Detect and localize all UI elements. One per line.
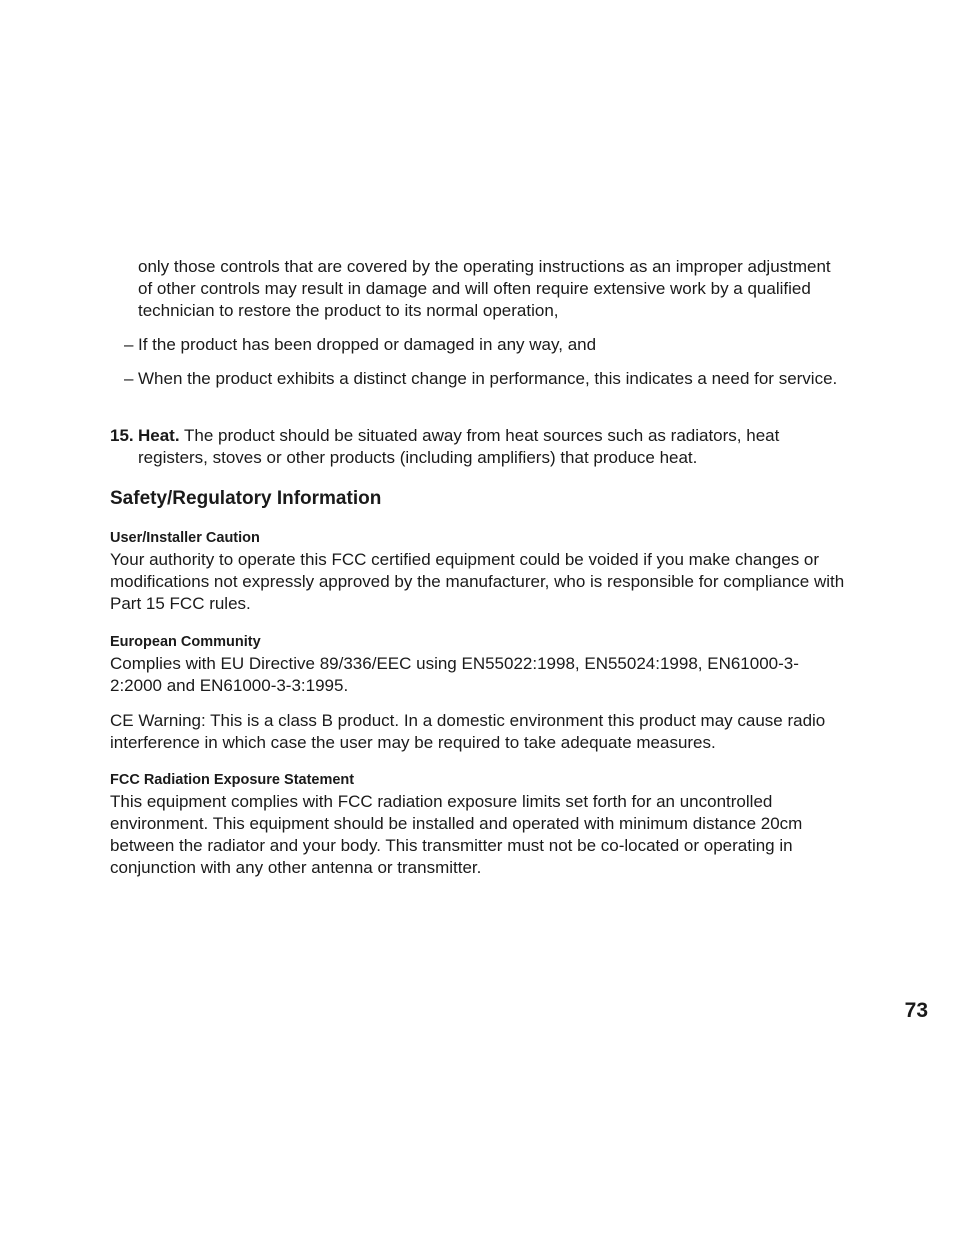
subheading-user-caution: User/Installer Caution (110, 530, 260, 546)
list-item-title: Heat. (138, 426, 180, 445)
bullet-item: If the product has been dropped or damaged in any way, and (138, 335, 597, 354)
bullet-marker: – (124, 335, 134, 354)
subheading-european-community: European Community (110, 634, 261, 650)
list-item-text: The product should be situated away from heat sources such as radiators, heat registers, stoves or other products (including amplifiers) that produce heat. (138, 426, 780, 467)
page-number: 73 (904, 999, 928, 1022)
list-item-number: 15. (110, 426, 134, 445)
list-item-heat (138, 425, 848, 469)
european-paragraph-2: CE Warning: This is a class B product. In a domestic environment this product may cause radio interference in which case the user may be required to take adequate measures. (110, 711, 826, 752)
section-heading: Safety/Regulatory Information (110, 488, 382, 509)
bullet-marker: – (124, 369, 134, 388)
user-caution-paragraph: Your authority to operate this FCC certified equipment could be voided if you make changes or modifications not expressly approved by the manufacturer, who is responsible for compliance with Part 15 FCC rules. (110, 550, 845, 613)
european-paragraph-1: Complies with EU Directive 89/336/EEC using EN55022:1998, EN55024:1998, EN61000-3-2:2000 and EN61000-3-3:1995. (110, 654, 799, 695)
bullet-item: When the product exhibits a distinct change in performance, this indicates a need for service. (138, 369, 838, 388)
fcc-paragraph: This equipment complies with FCC radiation exposure limits set forth for an uncontrolled environment. This equipment should be installed and operated with minimum distance 20cm between the radiator and your body. This transmitter must not be co-located or operating in conjunction with any other antenna or transmitter. (110, 792, 803, 877)
continuation-paragraph: only those controls that are covered by the operating instructions as an improper adjustment of other controls may result in damage and will often require extensive work by a qualified technician to restore the product to its normal operation, (138, 257, 831, 320)
subheading-fcc-radiation: FCC Radiation Exposure Statement (110, 772, 355, 788)
